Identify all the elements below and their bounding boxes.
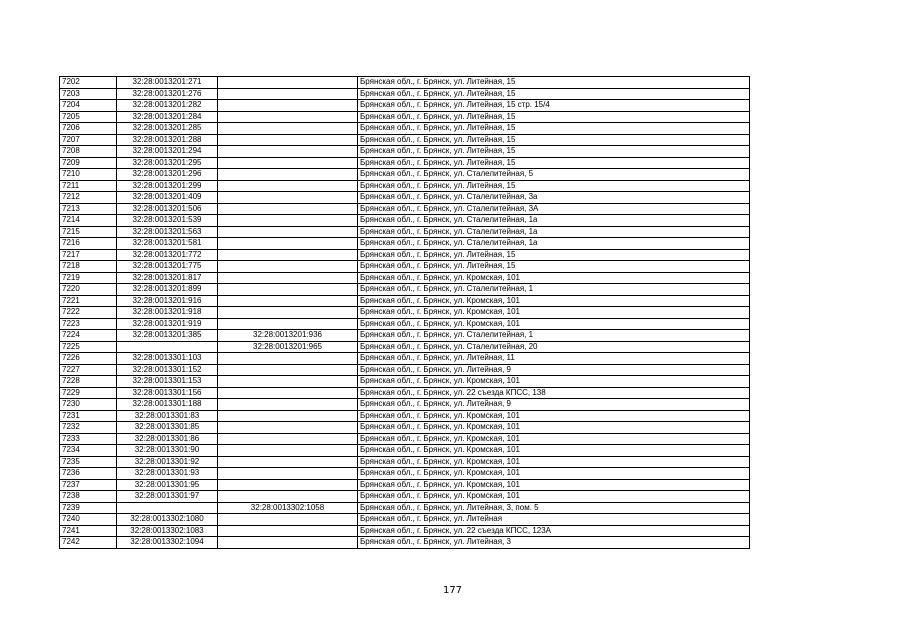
row-number-cell: 7224 bbox=[60, 330, 117, 342]
table-row bbox=[60, 376, 750, 388]
address-cell: Брянская обл., г. Брянск, ул. Кромская, 101 bbox=[358, 422, 750, 434]
secondary-cadastral-number-cell bbox=[218, 272, 358, 284]
address-cell: Брянская обл., г. Брянск, ул. Литейная, 15 стр. 15/4 bbox=[358, 100, 750, 112]
address-cell: Брянская обл., г. Брянск, ул. Литейная, 15 bbox=[358, 123, 750, 135]
row-number-cell: 7222 bbox=[60, 307, 117, 319]
cadastral-number-cell: 32:28:0013201:285 bbox=[117, 123, 218, 135]
row-number-cell: 7235 bbox=[60, 456, 117, 468]
address-cell: Брянская обл., г. Брянск, ул. Литейная, 11 bbox=[358, 353, 750, 365]
row-number-cell: 7238 bbox=[60, 491, 117, 503]
address-cell: Брянская обл., г. Брянск, ул. Сталелитейная, 1 bbox=[358, 330, 750, 342]
secondary-cadastral-number-cell bbox=[218, 387, 358, 399]
cadastral-number-cell: 32:28:0013301:85 bbox=[117, 422, 218, 434]
row-number-cell: 7241 bbox=[60, 525, 117, 537]
table-row bbox=[60, 169, 750, 181]
address-cell: Брянская обл., г. Брянск, ул. Литейная, 9 bbox=[358, 364, 750, 376]
row-number-cell: 7205 bbox=[60, 111, 117, 123]
address-cell: Брянская обл., г. Брянск, ул. Кромская, 101 bbox=[358, 433, 750, 445]
cadastral-number-cell: 32:28:0013201:271 bbox=[117, 77, 218, 89]
address-cell: Брянская обл., г. Брянск, ул. Литейная, 15 bbox=[358, 180, 750, 192]
secondary-cadastral-number-cell bbox=[218, 169, 358, 181]
cadastral-number-cell: 32:28:0013201:294 bbox=[117, 146, 218, 158]
row-number-cell: 7231 bbox=[60, 410, 117, 422]
row-number-cell: 7234 bbox=[60, 445, 117, 457]
table-row bbox=[60, 537, 750, 549]
secondary-cadastral-number-cell bbox=[218, 364, 358, 376]
row-number-cell: 7206 bbox=[60, 123, 117, 135]
secondary-cadastral-number-cell bbox=[218, 537, 358, 549]
address-cell: Брянская обл., г. Брянск, ул. Сталелитейная, 1 bbox=[358, 284, 750, 296]
row-number-cell: 7225 bbox=[60, 341, 117, 353]
secondary-cadastral-number-cell bbox=[218, 123, 358, 135]
property-registry-table bbox=[59, 76, 750, 549]
cadastral-number-cell: 32:28:0013301:152 bbox=[117, 364, 218, 376]
secondary-cadastral-number-cell bbox=[218, 433, 358, 445]
address-cell: Брянская обл., г. Брянск, ул. Сталелитейная, 1а bbox=[358, 215, 750, 227]
table-row bbox=[60, 399, 750, 411]
row-number-cell: 7207 bbox=[60, 134, 117, 146]
cadastral-number-cell: 32:28:0013302:1094 bbox=[117, 537, 218, 549]
secondary-cadastral-number-cell bbox=[218, 180, 358, 192]
row-number-cell: 7216 bbox=[60, 238, 117, 250]
row-number-cell: 7239 bbox=[60, 502, 117, 514]
secondary-cadastral-number-cell bbox=[218, 157, 358, 169]
table-row bbox=[60, 341, 750, 353]
address-cell: Брянская обл., г. Брянск, ул. Кромская, 101 bbox=[358, 456, 750, 468]
row-number-cell: 7203 bbox=[60, 88, 117, 100]
table-row bbox=[60, 238, 750, 250]
table-row bbox=[60, 525, 750, 537]
address-cell: Брянская обл., г. Брянск, ул. 22 съезда КПСС, 138 bbox=[358, 387, 750, 399]
row-number-cell: 7210 bbox=[60, 169, 117, 181]
cadastral-number-cell: 32:28:0013301:93 bbox=[117, 468, 218, 480]
secondary-cadastral-number-cell bbox=[218, 456, 358, 468]
cadastral-number-cell: 32:28:0013201:563 bbox=[117, 226, 218, 238]
secondary-cadastral-number-cell bbox=[218, 100, 358, 112]
row-number-cell: 7214 bbox=[60, 215, 117, 227]
cadastral-number-cell: 32:28:0013301:103 bbox=[117, 353, 218, 365]
cadastral-number-cell: 32:28:0013301:156 bbox=[117, 387, 218, 399]
cadastral-number-cell: 32:28:0013301:92 bbox=[117, 456, 218, 468]
cadastral-number-cell: 32:28:0013201:919 bbox=[117, 318, 218, 330]
address-cell: Брянская обл., г. Брянск, ул. Литейная, 15 bbox=[358, 134, 750, 146]
cadastral-number-cell: 32:28:0013301:188 bbox=[117, 399, 218, 411]
row-number-cell: 7240 bbox=[60, 514, 117, 526]
table-row bbox=[60, 491, 750, 503]
secondary-cadastral-number-cell: 32:28:0013201:965 bbox=[218, 341, 358, 353]
table-row bbox=[60, 330, 750, 342]
secondary-cadastral-number-cell bbox=[218, 468, 358, 480]
row-number-cell: 7237 bbox=[60, 479, 117, 491]
row-number-cell: 7226 bbox=[60, 353, 117, 365]
cadastral-number-cell: 32:28:0013201:916 bbox=[117, 295, 218, 307]
secondary-cadastral-number-cell bbox=[218, 238, 358, 250]
address-cell: Брянская обл., г. Брянск, ул. Литейная, 15 bbox=[358, 111, 750, 123]
secondary-cadastral-number-cell bbox=[218, 261, 358, 273]
cadastral-number-cell: 32:28:0013201:817 bbox=[117, 272, 218, 284]
address-cell: Брянская обл., г. Брянск, ул. Литейная, 3, пом. 5 bbox=[358, 502, 750, 514]
address-cell: Брянская обл., г. Брянск, ул. Сталелитейная, 1а bbox=[358, 226, 750, 238]
cadastral-number-cell: 32:28:0013301:90 bbox=[117, 445, 218, 457]
cadastral-number-cell: 32:28:0013301:153 bbox=[117, 376, 218, 388]
address-cell: Брянская обл., г. Брянск, ул. Сталелитейная, 3а bbox=[358, 192, 750, 204]
cadastral-number-cell: 32:28:0013201:409 bbox=[117, 192, 218, 204]
table-row bbox=[60, 180, 750, 192]
secondary-cadastral-number-cell: 32:28:0013302:1058 bbox=[218, 502, 358, 514]
address-cell: Брянская обл., г. Брянск, ул. Кромская, 101 bbox=[358, 445, 750, 457]
cadastral-number-cell: 32:28:0013201:899 bbox=[117, 284, 218, 296]
table-row bbox=[60, 192, 750, 204]
address-cell: Брянская обл., г. Брянск, ул. Кромская, 101 bbox=[358, 307, 750, 319]
row-number-cell: 7223 bbox=[60, 318, 117, 330]
table-row bbox=[60, 272, 750, 284]
cadastral-number-cell: 32:28:0013201:539 bbox=[117, 215, 218, 227]
table-row bbox=[60, 249, 750, 261]
address-cell: Брянская обл., г. Брянск, ул. Кромская, 101 bbox=[358, 376, 750, 388]
cadastral-number-cell: 32:28:0013201:288 bbox=[117, 134, 218, 146]
secondary-cadastral-number-cell bbox=[218, 146, 358, 158]
address-cell: Брянская обл., г. Брянск, ул. Литейная bbox=[358, 514, 750, 526]
table-row bbox=[60, 410, 750, 422]
address-cell: Брянская обл., г. Брянск, ул. Литейная, 15 bbox=[358, 88, 750, 100]
cadastral-number-cell: 32:28:0013201:296 bbox=[117, 169, 218, 181]
secondary-cadastral-number-cell bbox=[218, 376, 358, 388]
secondary-cadastral-number-cell bbox=[218, 514, 358, 526]
table-row bbox=[60, 456, 750, 468]
secondary-cadastral-number-cell bbox=[218, 226, 358, 238]
secondary-cadastral-number-cell bbox=[218, 525, 358, 537]
address-cell: Брянская обл., г. Брянск, ул. Сталелитейная, 3А bbox=[358, 203, 750, 215]
cadastral-number-cell: 32:28:0013201:282 bbox=[117, 100, 218, 112]
address-cell: Брянская обл., г. Брянск, ул. 22 съезда КПСС, 123А bbox=[358, 525, 750, 537]
cadastral-number-cell: 32:28:0013201:581 bbox=[117, 238, 218, 250]
row-number-cell: 7204 bbox=[60, 100, 117, 112]
row-number-cell: 7228 bbox=[60, 376, 117, 388]
address-cell: Брянская обл., г. Брянск, ул. Литейная, 15 bbox=[358, 77, 750, 89]
secondary-cadastral-number-cell bbox=[218, 192, 358, 204]
secondary-cadastral-number-cell bbox=[218, 353, 358, 365]
cadastral-number-cell: 32:28:0013201:295 bbox=[117, 157, 218, 169]
address-cell: Брянская обл., г. Брянск, ул. Сталелитейная, 20 bbox=[358, 341, 750, 353]
address-cell: Брянская обл., г. Брянск, ул. Кромская, 101 bbox=[358, 410, 750, 422]
address-cell: Брянская обл., г. Брянск, ул. Литейная, 15 bbox=[358, 249, 750, 261]
table-row bbox=[60, 353, 750, 365]
cadastral-number-cell: 32:28:0013201:385 bbox=[117, 330, 218, 342]
table-row bbox=[60, 445, 750, 457]
address-cell: Брянская обл., г. Брянск, ул. Литейная, 9 bbox=[358, 399, 750, 411]
row-number-cell: 7221 bbox=[60, 295, 117, 307]
table-row bbox=[60, 502, 750, 514]
address-cell: Брянская обл., г. Брянск, ул. Кромская, 101 bbox=[358, 295, 750, 307]
address-cell: Брянская обл., г. Брянск, ул. Кромская, 101 bbox=[358, 491, 750, 503]
secondary-cadastral-number-cell bbox=[218, 491, 358, 503]
table-row bbox=[60, 100, 750, 112]
table-row bbox=[60, 364, 750, 376]
secondary-cadastral-number-cell bbox=[218, 215, 358, 227]
address-cell: Брянская обл., г. Брянск, ул. Кромская, 101 bbox=[358, 318, 750, 330]
table-row bbox=[60, 88, 750, 100]
row-number-cell: 7227 bbox=[60, 364, 117, 376]
table-row bbox=[60, 123, 750, 135]
address-cell: Брянская обл., г. Брянск, ул. Кромская, 101 bbox=[358, 479, 750, 491]
table-row bbox=[60, 203, 750, 215]
table-row bbox=[60, 295, 750, 307]
secondary-cadastral-number-cell bbox=[218, 88, 358, 100]
cadastral-number-cell: 32:28:0013201:775 bbox=[117, 261, 218, 273]
table-row bbox=[60, 422, 750, 434]
address-cell: Брянская обл., г. Брянск, ул. Сталелитейная, 1а bbox=[358, 238, 750, 250]
address-cell: Брянская обл., г. Брянск, ул. Литейная, 15 bbox=[358, 146, 750, 158]
row-number-cell: 7213 bbox=[60, 203, 117, 215]
secondary-cadastral-number-cell: 32:28:0013201:936 bbox=[218, 330, 358, 342]
row-number-cell: 7212 bbox=[60, 192, 117, 204]
cadastral-number-cell bbox=[117, 341, 218, 353]
row-number-cell: 7233 bbox=[60, 433, 117, 445]
row-number-cell: 7209 bbox=[60, 157, 117, 169]
cadastral-number-cell: 32:28:0013302:1080 bbox=[117, 514, 218, 526]
secondary-cadastral-number-cell bbox=[218, 410, 358, 422]
secondary-cadastral-number-cell bbox=[218, 318, 358, 330]
secondary-cadastral-number-cell bbox=[218, 295, 358, 307]
secondary-cadastral-number-cell bbox=[218, 284, 358, 296]
secondary-cadastral-number-cell bbox=[218, 307, 358, 319]
secondary-cadastral-number-cell bbox=[218, 399, 358, 411]
table-row bbox=[60, 261, 750, 273]
secondary-cadastral-number-cell bbox=[218, 422, 358, 434]
cadastral-number-cell: 32:28:0013301:86 bbox=[117, 433, 218, 445]
table-row bbox=[60, 111, 750, 123]
table-row bbox=[60, 514, 750, 526]
address-cell: Брянская обл., г. Брянск, ул. Сталелитейная, 5 bbox=[358, 169, 750, 181]
address-cell: Брянская обл., г. Брянск, ул. Литейная, 15 bbox=[358, 157, 750, 169]
secondary-cadastral-number-cell bbox=[218, 445, 358, 457]
cadastral-number-cell: 32:28:0013201:299 bbox=[117, 180, 218, 192]
cadastral-number-cell bbox=[117, 502, 218, 514]
table-row bbox=[60, 77, 750, 89]
secondary-cadastral-number-cell bbox=[218, 77, 358, 89]
table-row bbox=[60, 433, 750, 445]
row-number-cell: 7236 bbox=[60, 468, 117, 480]
table-row bbox=[60, 146, 750, 158]
secondary-cadastral-number-cell bbox=[218, 479, 358, 491]
table-row bbox=[60, 479, 750, 491]
row-number-cell: 7211 bbox=[60, 180, 117, 192]
cadastral-number-cell: 32:28:0013201:506 bbox=[117, 203, 218, 215]
table-row bbox=[60, 284, 750, 296]
secondary-cadastral-number-cell bbox=[218, 249, 358, 261]
table-row bbox=[60, 318, 750, 330]
secondary-cadastral-number-cell bbox=[218, 111, 358, 123]
row-number-cell: 7217 bbox=[60, 249, 117, 261]
row-number-cell: 7232 bbox=[60, 422, 117, 434]
table-row bbox=[60, 215, 750, 227]
cadastral-number-cell: 32:28:0013201:918 bbox=[117, 307, 218, 319]
address-cell: Брянская обл., г. Брянск, ул. Литейная, 15 bbox=[358, 261, 750, 273]
secondary-cadastral-number-cell bbox=[218, 203, 358, 215]
row-number-cell: 7229 bbox=[60, 387, 117, 399]
table-row bbox=[60, 226, 750, 238]
row-number-cell: 7208 bbox=[60, 146, 117, 158]
cadastral-number-cell: 32:28:0013301:97 bbox=[117, 491, 218, 503]
address-cell: Брянская обл., г. Брянск, ул. Кромская, 101 bbox=[358, 272, 750, 284]
table-row bbox=[60, 468, 750, 480]
cadastral-number-cell: 32:28:0013201:276 bbox=[117, 88, 218, 100]
cadastral-number-cell: 32:28:0013302:1083 bbox=[117, 525, 218, 537]
table-row bbox=[60, 387, 750, 399]
registry-table-body bbox=[60, 77, 750, 549]
cadastral-number-cell: 32:28:0013301:95 bbox=[117, 479, 218, 491]
address-cell: Брянская обл., г. Брянск, ул. Кромская, 101 bbox=[358, 468, 750, 480]
table-row bbox=[60, 134, 750, 146]
row-number-cell: 7220 bbox=[60, 284, 117, 296]
cadastral-number-cell: 32:28:0013201:772 bbox=[117, 249, 218, 261]
secondary-cadastral-number-cell bbox=[218, 134, 358, 146]
row-number-cell: 7218 bbox=[60, 261, 117, 273]
address-cell: Брянская обл., г. Брянск, ул. Литейная, 3 bbox=[358, 537, 750, 549]
row-number-cell: 7242 bbox=[60, 537, 117, 549]
table-row bbox=[60, 157, 750, 169]
table-row bbox=[60, 307, 750, 319]
cadastral-number-cell: 32:28:0013301:83 bbox=[117, 410, 218, 422]
row-number-cell: 7230 bbox=[60, 399, 117, 411]
row-number-cell: 7219 bbox=[60, 272, 117, 284]
row-number-cell: 7215 bbox=[60, 226, 117, 238]
cadastral-number-cell: 32:28:0013201:284 bbox=[117, 111, 218, 123]
row-number-cell: 7202 bbox=[60, 77, 117, 89]
page-number: 177 bbox=[442, 585, 463, 596]
